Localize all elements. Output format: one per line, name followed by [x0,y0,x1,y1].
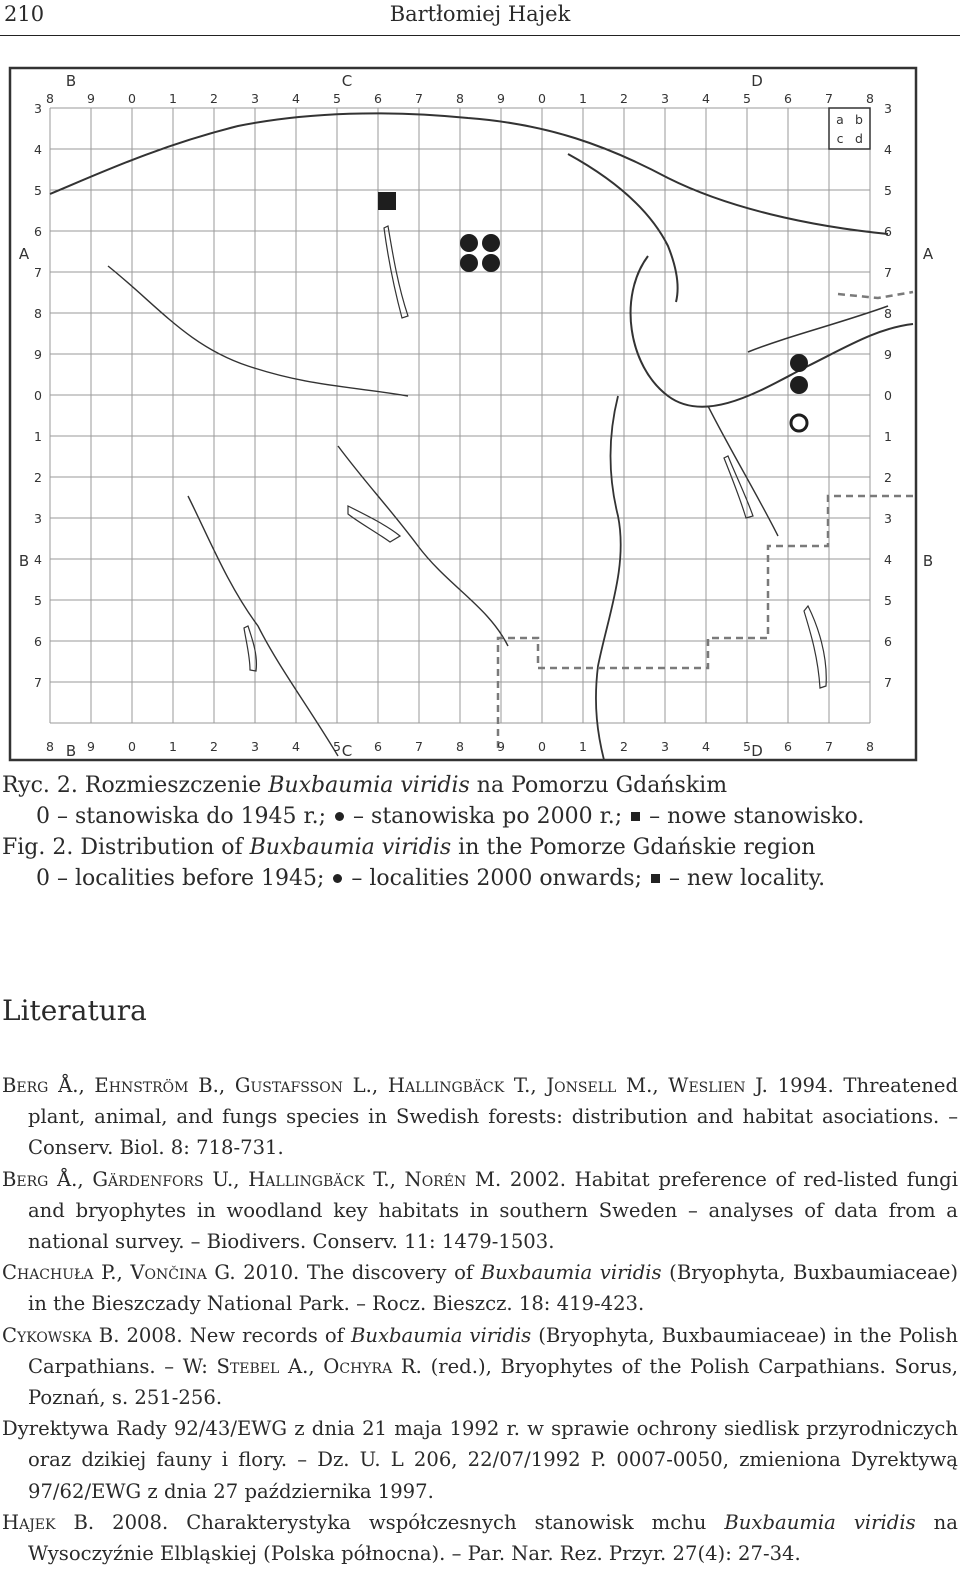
row-label-left: 7 [34,265,42,280]
caption-pl-line-1: Ryc. 2. Rozmieszczenie Buxbaumia viridis na Pomorzu Gdańskim [2,773,728,798]
column-label-top: 8 [866,91,874,106]
row-label-right: 7 [884,265,892,280]
column-label-top: 4 [292,91,300,106]
section-letter-bottom: D [751,742,763,760]
column-label-bottom: 4 [702,739,710,754]
filled-square-icon [631,812,640,821]
reference-item: Hajek B. 2008. Charakterystyka współczesnych stanowisk mchu Buxbaumia viridis na Wysoczyźnie Elbląskiej (Polska północna). – Par. Nar. Rez. Przyr. 27(4): 27-34. [2,1510,958,1566]
distribution-map [8,66,934,762]
reference-item: Berg Å., Gärdenfors U., Hallingbäck T., Norén M. 2002. Habitat preference of red-listed fungi and bryophytes in woodland key habitats in southern Sweden – analyses of data from a national survey. – Biodivers. Conserv. 11: 1479-1503. [2,1167,958,1254]
column-label-bottom: 4 [292,739,300,754]
subsquare-legend-letter: c [836,131,844,146]
column-label-top: 0 [128,91,136,106]
column-label-top: 4 [702,91,710,106]
row-label-right: 3 [884,511,892,526]
column-label-bottom: 6 [784,739,792,754]
filled-dot-icon [333,874,342,883]
column-label-top: 0 [538,91,546,106]
row-label-right: 7 [884,675,892,690]
locality-2000-marker [790,376,808,394]
column-label-bottom: 0 [538,739,546,754]
column-label-bottom: 0 [128,739,136,754]
column-label-top: 7 [415,91,423,106]
row-label-left: 2 [34,470,42,485]
locality-pre1945-marker [791,415,807,431]
row-label-left: 8 [34,306,42,321]
row-label-right: 5 [884,183,892,198]
column-label-top: 2 [210,91,218,106]
column-label-bottom: 7 [415,739,423,754]
column-label-top: 6 [374,91,382,106]
row-label-left: 4 [34,552,42,567]
row-label-right: 9 [884,347,892,362]
new-locality-marker [378,192,396,210]
column-label-top: 1 [579,91,587,106]
column-label-top: 3 [661,91,669,106]
row-label-right: 0 [884,388,892,403]
row-label-left: 9 [34,347,42,362]
reference-item: Dyrektywa Rady 92/43/EWG z dnia 21 maja 1992 r. w sprawie ochrony siedlisk przyrodniczych oraz dzikiej fauny i flory. – Dz. U. L 206, 22/07/1992 P. 0007-0050, zmieniona Dyrektywą 97/62/EWG z dnia 27 października 1997. [2,1417,958,1503]
column-label-bottom: 8 [866,739,874,754]
section-letter-bottom: C [341,742,353,760]
column-label-top: 5 [743,91,751,106]
filled-dot-icon [335,812,344,821]
header-rule [0,35,960,36]
column-label-bottom: 9 [497,739,505,754]
page-number: 210 [4,2,45,26]
column-label-top: 7 [825,91,833,106]
caption-en-line-2: 0 – localities before 1945; – localities 2000 onwards; – new locality. [36,866,826,891]
column-label-bottom: 2 [620,739,628,754]
section-letter-bottom: B [65,742,77,760]
figure-caption [2,770,952,894]
column-label-bottom: 8 [46,739,54,754]
column-label-top: 8 [46,91,54,106]
column-label-bottom: 5 [333,739,341,754]
section-letter-left-b: B [18,552,30,570]
column-label-top: 8 [456,91,464,106]
column-label-bottom: 9 [87,739,95,754]
section-title: Literatura [2,994,147,1027]
subsquare-legend-letter: d [855,131,863,146]
column-label-bottom: 1 [579,739,587,754]
section-letter-right-b: B [922,552,934,570]
reference-item: Berg Å., Ehnström B., Gustafsson L., Hallingbäck T., Jonsell M., Weslien J. 1994. Threatened plant, animal, and fungs species in Swedish forests: distribution and habitat asociations. – Conserv. Biol. 8: 718-731. [2,1074,958,1160]
row-label-left: 5 [34,593,42,608]
section-letter-top: C [341,72,353,90]
subsquare-legend-box [829,108,870,149]
section-letter-top: B [65,72,77,90]
column-label-bottom: 5 [743,739,751,754]
subsquare-legend-letter: b [855,112,863,127]
row-label-right: 4 [884,552,892,567]
column-label-top: 6 [784,91,792,106]
row-label-right: 3 [884,101,892,116]
reference-item: Cykowska B. 2008. New records of Buxbaumia viridis (Bryophyta, Buxbaumiaceae) in the Polish Carpathians. – W: Stebel A., Ochyra R. (red.), Bryophytes of the Polish Carpathians. Sorus, Poznań, s. 251-256. [2,1323,958,1410]
row-label-left: 7 [34,675,42,690]
column-label-bottom: 1 [169,739,177,754]
column-label-top: 1 [169,91,177,106]
row-label-right: 2 [884,470,892,485]
column-label-top: 3 [251,91,259,106]
running-header [0,0,960,36]
column-label-bottom: 2 [210,739,218,754]
row-label-right: 1 [884,429,892,444]
row-label-left: 6 [34,224,42,239]
row-label-left: 3 [34,511,42,526]
row-label-left: 1 [34,429,42,444]
row-label-right: 8 [884,306,892,321]
column-label-bottom: 3 [251,739,259,754]
row-label-right: 6 [884,224,892,239]
locality-2000-marker [460,254,478,272]
column-label-bottom: 7 [825,739,833,754]
row-label-left: 0 [34,388,42,403]
running-author: Bartłomiej Hajek [389,2,571,26]
row-label-left: 6 [34,634,42,649]
column-label-bottom: 3 [661,739,669,754]
column-label-top: 9 [87,91,95,106]
locality-2000-marker [790,354,808,372]
row-label-left: 4 [34,142,42,157]
reference-item: Chachuła P., Vončina G. 2010. The discovery of Buxbaumia viridis (Bryophyta, Buxbaumiaceae) in the Bieszczady National Park. – Rocz. Bieszcz. 18: 419-423. [2,1261,958,1316]
map-grid [50,108,870,723]
section-letter-left-a: A [18,245,30,263]
row-label-left: 5 [34,183,42,198]
section-letter-right-a: A [922,245,934,263]
filled-square-icon [651,874,660,883]
reference-list [2,1070,958,1569]
column-label-top: 5 [333,91,341,106]
column-label-top: 2 [620,91,628,106]
row-label-left: 3 [34,101,42,116]
row-label-right: 6 [884,634,892,649]
row-label-right: 4 [884,142,892,157]
column-label-bottom: 6 [374,739,382,754]
section-letter-top: D [751,72,763,90]
caption-en-line-1: Fig. 2. Distribution of Buxbaumia viridis in the Pomorze Gdańskie region [2,835,816,860]
row-label-right: 5 [884,593,892,608]
column-label-bottom: 8 [456,739,464,754]
subsquare-legend-letter: a [836,112,844,127]
column-label-top: 9 [497,91,505,106]
locality-2000-marker [482,234,500,252]
locality-2000-marker [460,234,478,252]
caption-pl-line-2: 0 – stanowiska do 1945 r.; – stanowiska po 2000 r.; – nowe stanowisko. [36,804,865,829]
map-frame [10,68,916,760]
locality-2000-marker [482,254,500,272]
